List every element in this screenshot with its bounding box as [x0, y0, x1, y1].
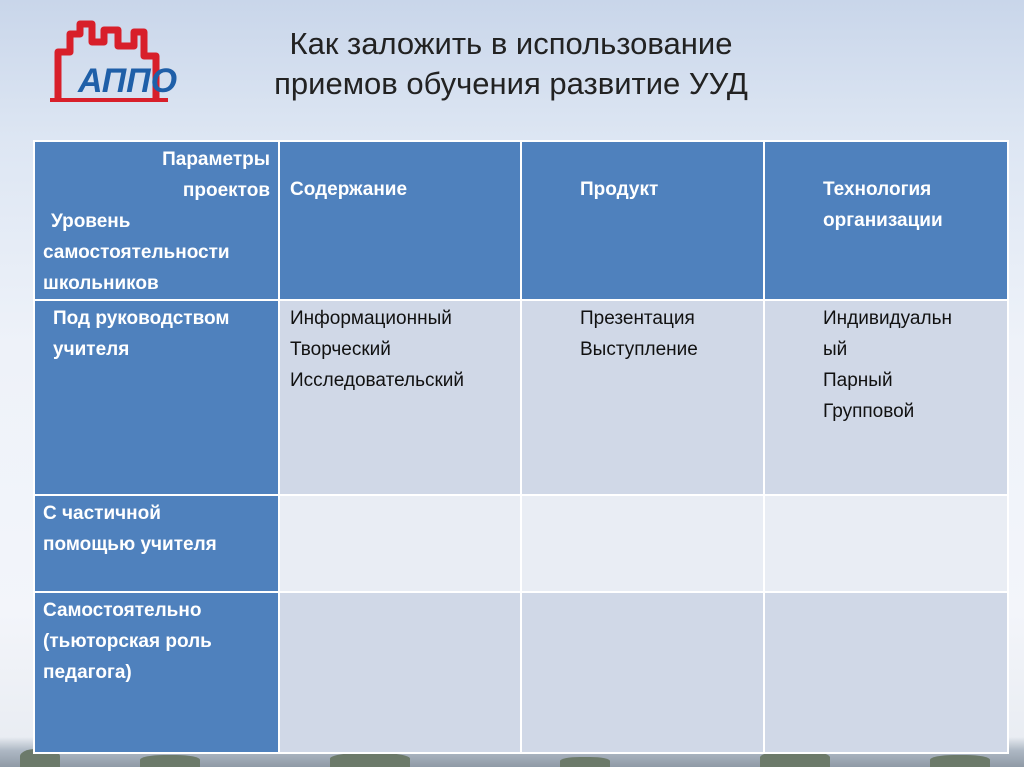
cell-content: [279, 495, 521, 592]
corner-header-cell: [34, 141, 279, 300]
corner-line-4: самостоятельности: [43, 242, 230, 263]
cell-technology: [764, 495, 1008, 592]
cell-product: [521, 592, 764, 753]
table-header-row: [34, 141, 1008, 300]
corner-line-1: Параметры: [162, 149, 270, 170]
table-row: [34, 495, 1008, 592]
slide-title: [175, 24, 847, 104]
row-label-partial-help: С частичной помощью учителя: [34, 495, 279, 592]
column-header-content: Содержание: [279, 141, 521, 300]
column-header-technology: Технология организации: [764, 141, 1008, 300]
column-header-product: Продукт: [521, 141, 764, 300]
cell-product: [521, 495, 764, 592]
title-line-2: приемов обучения развитие УУД: [274, 66, 748, 101]
corner-line-5: школьников: [43, 273, 159, 294]
row-label-independent: Самостоятельно (тьюторская роль педагога): [34, 592, 279, 753]
table-row: [34, 300, 1008, 495]
cell-content: Информационный Творческий Исследовательский: [279, 300, 521, 495]
cell-content: [279, 592, 521, 753]
cell-technology: Индивидуальн ый Парный Групповой: [764, 300, 1008, 495]
project-parameters-table: [33, 140, 1009, 754]
corner-line-3: Уровень: [51, 211, 131, 232]
table-row: [34, 592, 1008, 753]
svg-text:АППО: АППО: [78, 62, 178, 100]
title-line-1: Как заложить в использование: [289, 26, 733, 61]
cell-product: Презентация Выступление: [521, 300, 764, 495]
row-label-under-guidance: Под руководством учителя: [34, 300, 279, 495]
corner-line-2: проектов: [182, 180, 270, 201]
cell-technology: [764, 592, 1008, 753]
appo-logo: [48, 12, 178, 107]
